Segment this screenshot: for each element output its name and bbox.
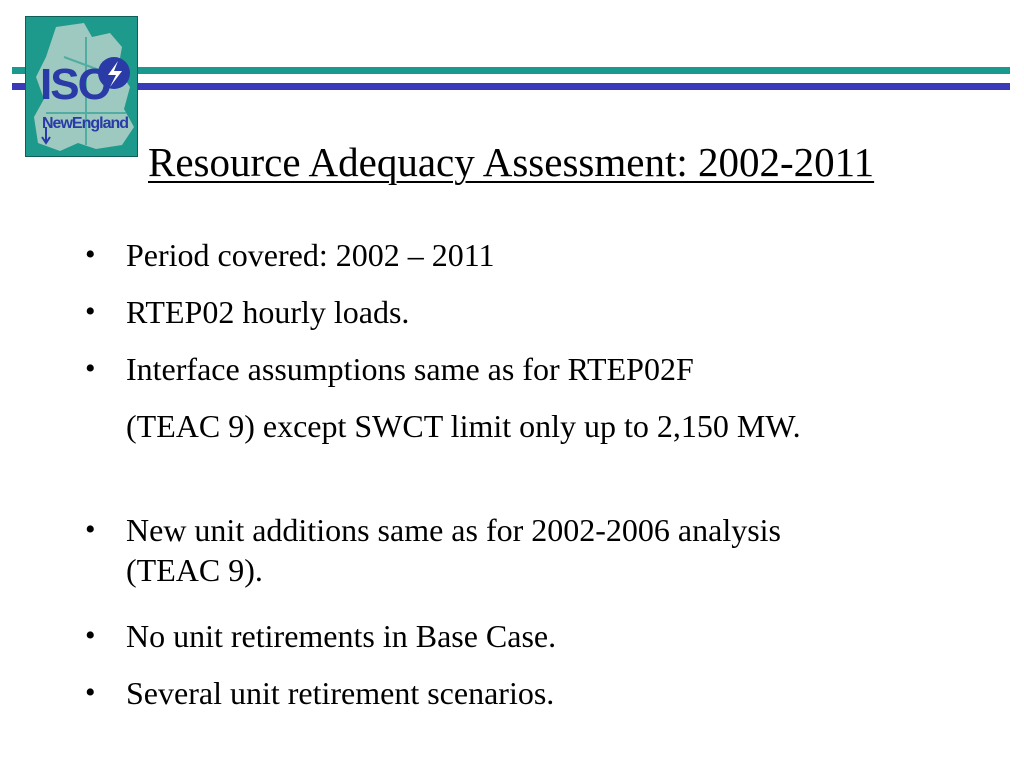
logo-subtext: NewEngland bbox=[42, 115, 129, 132]
bullet-marker: • bbox=[85, 513, 96, 546]
bullet-marker: • bbox=[85, 676, 96, 709]
logo-word: ISO bbox=[40, 60, 110, 109]
bullet-item: New unit additions same as for 2002-2006 analysis (TEAC 9). bbox=[126, 512, 781, 588]
bullet-item: No unit retirements in Base Case. bbox=[126, 618, 557, 654]
bullet-continuation: (TEAC 9) except SWCT limit only up to 2,150 MW. bbox=[126, 408, 801, 444]
bullet-marker: • bbox=[85, 295, 96, 328]
bullet-item: Period covered: 2002 – 2011 bbox=[126, 237, 495, 273]
bullet-marker: • bbox=[85, 619, 96, 652]
bullet-marker: • bbox=[85, 352, 96, 385]
bullet-item: Interface assumptions same as for RTEP02F bbox=[126, 351, 694, 387]
bullet-item: Several unit retirement scenarios. bbox=[126, 675, 555, 711]
bullet-marker: • bbox=[85, 238, 96, 271]
bullet-item: RTEP02 hourly loads. bbox=[126, 294, 410, 330]
slide-title: Resource Adequacy Assessment: 2002-2011 bbox=[148, 139, 875, 185]
